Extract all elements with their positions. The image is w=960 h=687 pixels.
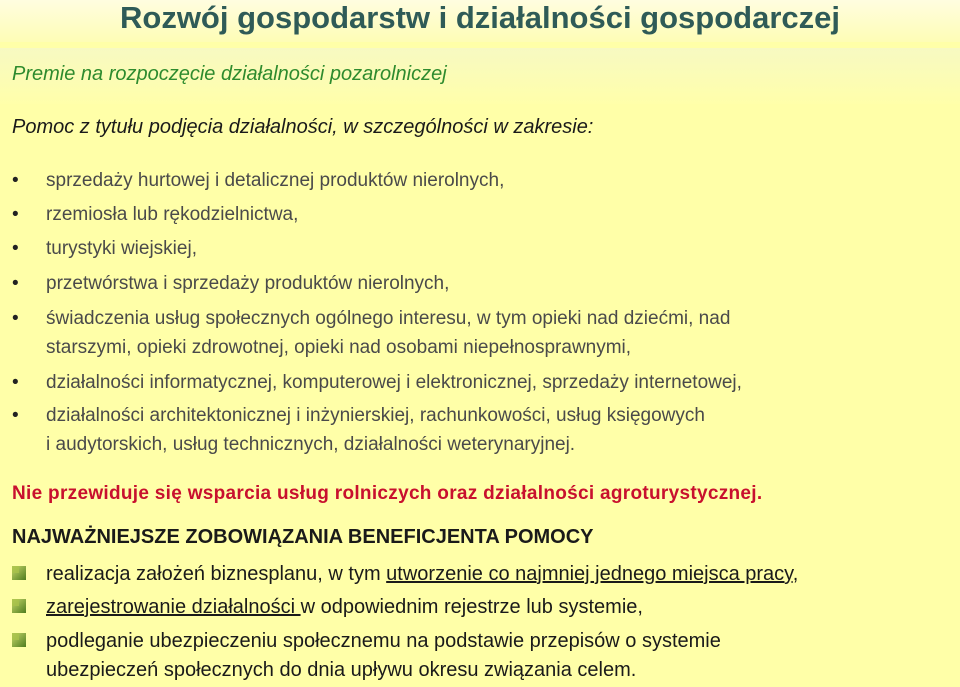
- bullet-icon: •: [12, 308, 19, 329]
- obligations-heading: NAJWAŻNIEJSZE ZOBOWIĄZANIA BENEFICJENTA POMOCY: [12, 526, 594, 548]
- list-item-text: działalności architektonicznej i inżynierskiej, rachunkowości, usług księgowych: [46, 405, 705, 426]
- page-title: Rozwój gospodarstw i działalności gospodarczej: [120, 0, 840, 35]
- warning-text: Nie przewiduje się wsparcia usług rolniczych oraz działalności agroturystycznej.: [12, 483, 763, 504]
- list-item-text: rzemiosła lub rękodzielnictwa,: [46, 204, 299, 225]
- subheading: Premie na rozpoczęcie działalności pozarolniczej: [12, 63, 447, 85]
- list-item-text: realizacja założeń biznesplanu, w tym utworzenie co najmniej jednego miejsca pracy,: [46, 563, 799, 585]
- list-item-text: i audytorskich, usług technicznych, działalności weterynaryjnej.: [46, 434, 576, 455]
- bullet-icon: •: [12, 273, 19, 294]
- bullet-icon: •: [12, 170, 19, 191]
- bullet-icon: •: [12, 204, 19, 225]
- square-bullet-icon: [12, 566, 26, 580]
- list-item-text: podleganie ubezpieczeniu społecznemu na podstawie przepisów o systemie: [46, 630, 721, 652]
- list-item-text: świadczenia usług społecznych ogólnego interesu, w tym opieki nad dziećmi, nad: [46, 308, 731, 329]
- bullet-icon: •: [12, 372, 19, 393]
- list-item-text: działalności informatycznej, komputerowej i elektronicznej, sprzedaży internetowej,: [46, 372, 742, 393]
- bullet-icon: •: [12, 238, 19, 259]
- list-item-text: sprzedaży hurtowej i detalicznej produktów nierolnych,: [46, 170, 505, 191]
- list-item-text: ubezpieczeń społecznych do dnia upływu okresu związania celem.: [46, 659, 637, 681]
- bullet-icon: •: [12, 405, 19, 426]
- square-bullet-icon: [12, 599, 26, 613]
- intro-text: Pomoc z tytułu podjęcia działalności, w szczególności w zakresie:: [12, 116, 594, 138]
- list-item-text: starszymi, opieki zdrowotnej, opieki nad osobami niepełnosprawnymi,: [46, 337, 632, 358]
- list-item-text: turystyki wiejskiej,: [46, 238, 197, 259]
- square-bullet-icon: [12, 633, 26, 647]
- list-item-text: przetwórstwa i sprzedaży produktów nierolnych,: [46, 273, 450, 294]
- list-item-text: zarejestrowanie działalności w odpowiednim rejestrze lub systemie,: [46, 596, 643, 618]
